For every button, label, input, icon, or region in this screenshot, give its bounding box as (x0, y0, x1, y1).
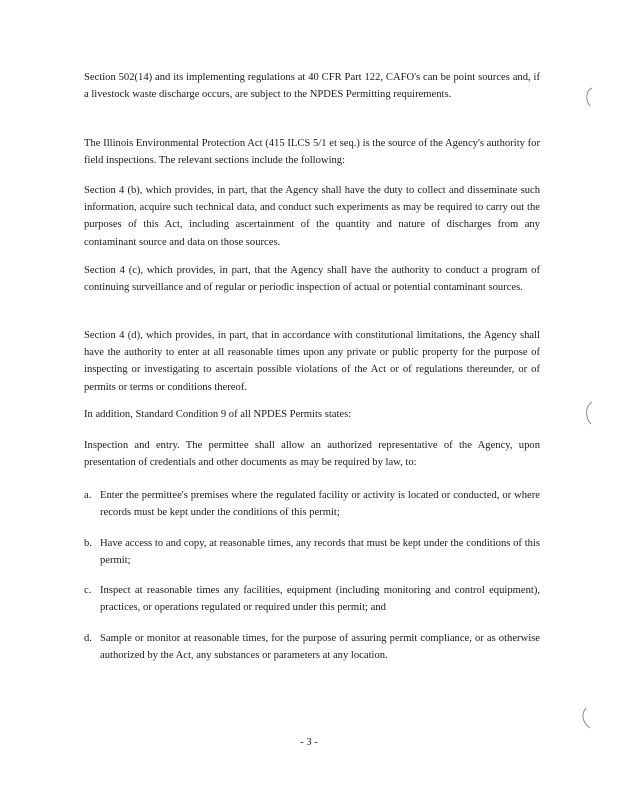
list-item-a (84, 487, 540, 521)
list-marker: c. (84, 585, 92, 596)
list-marker: b. (84, 538, 92, 549)
paragraph-illinois-act: The Illinois Environmental Protection Act (415 ILCS 5/1 et seq.) is the source of the Agency's authority for field inspections. The relevant sections include the following: (84, 138, 540, 167)
paragraph-section-4c: Section 4 (c), which provides, in part, that the Agency shall have the authority to conduct a program of continuing surveillance and of regular or periodic inspection of actual or potential contaminant sources. (84, 265, 540, 294)
list-item-text: Inspect at reasonable times any facilities, equipment (including monitoring and control equipment), practices, or operations regulated or required under this permit; and (100, 585, 540, 614)
list-item-c (84, 582, 540, 616)
paragraph-inspection-entry: Inspection and entry. The permittee shall allow an authorized representative of the Agency, upon presentation of credentials and other documents as may be required by law, to: (84, 440, 540, 469)
list-item-b (84, 535, 540, 569)
punch-hole-mark-icon (582, 86, 596, 108)
paragraph-section-4b: Section 4 (b), which provides, in part, that the Agency shall have the duty to collect and disseminate such information, acquire such technical data, and conduct such experiments as may be required to carry out the purposes of this Act, including ascertainment of the quantity and nature of discharges from any contaminant source and data on those sources. (84, 185, 540, 248)
list-item-text: Sample or monitor at reasonable times, for the purpose of assuring permit compliance, or as otherwise authorized by the Act, any substances or parameters at any location. (100, 633, 540, 662)
list-item-text: Have access to and copy, at reasonable times, any records that must be kept under the conditions of this permit; (100, 538, 540, 567)
paragraph-section-502: Section 502(14) and its implementing regulations at 40 CFR Part 122, CAFO's can be point sources and, if a livestock waste discharge occurs, are subject to the NPDES Permitting requirements. (84, 72, 540, 101)
list-marker: a. (84, 490, 92, 501)
page-number: - 3 - (300, 737, 318, 748)
punch-hole-mark-icon (582, 400, 596, 426)
list-item-text: Enter the permittee's premises where the regulated facility or activity is located or conducted, or where records must be kept under the conditions of this permit; (100, 490, 540, 519)
list-marker: d. (84, 633, 92, 644)
list-item-d (84, 630, 540, 664)
paragraph-standard-condition: In addition, Standard Condition 9 of all NPDES Permits states: (84, 409, 352, 420)
paragraph-section-4d: Section 4 (d), which provides, in part, that in accordance with constitutional limitations, the Agency shall have the authority to enter at all reasonable times upon any private or public property for the purpose of inspecting or investigating to ascertain possible violations of the Act or of regulations thereunder, or of permits or terms or conditions thereof. (84, 330, 540, 393)
punch-hole-mark-icon (578, 706, 594, 730)
